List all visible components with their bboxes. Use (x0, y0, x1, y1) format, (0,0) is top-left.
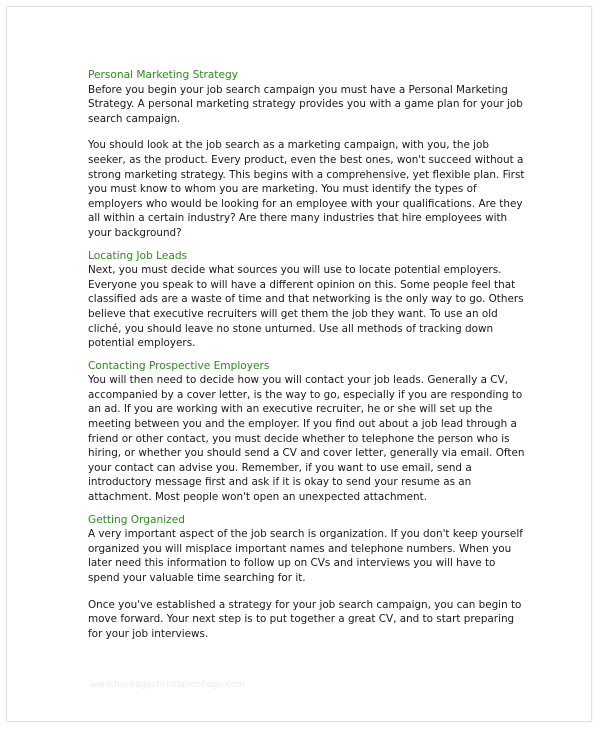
section-personal-marketing-strategy (88, 68, 528, 241)
paragraph: You should look at the job search as a marketing campaign, with you, the job seeker, as the product. Every product, even the best ones, won't succeed without a strong marketing strategy. This begins with a comprehensive, yet flexible plan. First you must know to whom you are marketing. You must identify the types of employers who would be looking for an employee with your qualifications. Are they all within a certain industry? Are there many industries that hire employees with your background? (88, 139, 525, 239)
paragraph: Once you've established a strategy for your job search campaign, you can begin to move forward. Your next step is to put together a great CV, and to start preparing for your job interviews. (88, 598, 522, 640)
paragraph: A very important aspect of the job search is organization. If you don't keep yourself organized you will misplace important names and telephone numbers. When you later need this information to follow up on CVs and interviews you will have to spend your valuable time searching for it. (88, 528, 523, 584)
section-locating-job-leads (88, 249, 528, 351)
section-heading: Locating Job Leads (88, 249, 188, 262)
watermark-text: www.heritagechristiancollege.com (90, 680, 245, 690)
section-heading: Getting Organized (88, 513, 185, 526)
section-getting-organized (88, 513, 528, 642)
paragraph: You will then need to decide how you will contact your job leads. Generally a CV, accompanied by a cover letter, is the way to go, especially if you are responding to an ad. If you are working with an executive recruiter, he or she will set up the meeting between you and the employer. If you find out about a job lead through a friend or other contact, you must decide whether to telephone the person who is hiring, or whether you should send a CV and cover letter, generally via email. Often your contact can advise you. Remember, if you want to use email, send a introductory message first and ask if it is okay to send your resume as an attachment. Most people won't open an unexpected attachment. (88, 374, 525, 504)
section-contacting-prospective-employers (88, 359, 528, 505)
document-content (88, 68, 528, 653)
section-heading: Personal Marketing Strategy (88, 69, 238, 81)
paragraph: Next, you must decide what sources you will use to locate potential employers. Everyone you speak to will have a different opinion on this. Some people feel that classified ads are a waste of time and that networking is the only way to go. Others believe that executive recruiters will get them the job they want. To use an old cliché, you should leave no stone unturned. Use all methods of tracking down potential employers. (88, 264, 524, 350)
section-heading: Contacting Prospective Employers (88, 359, 270, 372)
paragraph: Before you begin your job search campaign you must have a Personal Marketing Strategy. A personal marketing strategy provides you with a game plan for your job search campaign. (88, 83, 523, 125)
